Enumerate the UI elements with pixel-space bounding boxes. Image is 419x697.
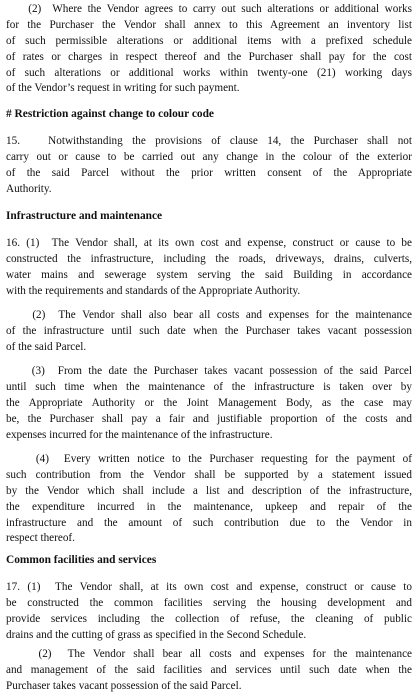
- paragraph-17-1: [6, 580, 412, 644]
- text-line: (2) The Vendor shall bear all costs and expenses for the maintenance: [6, 648, 412, 660]
- text-line: drains and the cutting of grass as specified in the Second Schedule.: [6, 628, 307, 641]
- heading-text: Infrastructure and maintenance: [6, 210, 163, 222]
- text-line: the Appropriate Authority or the Joint Management Body, as the case may: [6, 396, 412, 409]
- paragraph-15: [6, 134, 412, 198]
- text-line: Authority.: [6, 182, 52, 195]
- heading-text: Common facilities and services: [6, 554, 157, 566]
- text-line: Purchaser takes vacant possession of the said Parcel.: [6, 679, 242, 692]
- text-line: (4) Every written notice to the Purchaser requesting for the payment of: [6, 453, 412, 465]
- text-line: infrastructure and the amount of such contribution due to the Vendor in: [6, 516, 412, 529]
- paragraph-16-3: [6, 364, 412, 443]
- text-line: (2) Where the Vendor agrees to carry out such alterations or additional works: [6, 3, 412, 15]
- paragraph-16-2: [6, 308, 412, 356]
- text-line: be constructed the common facilities serving the housing development and: [6, 596, 412, 609]
- text-line: carry out or cause to be carried out any change in the colour of the exterior: [6, 150, 412, 163]
- paragraph-16-4: [6, 452, 412, 547]
- paragraph-17-2: [6, 647, 412, 695]
- text-line: the expenditure incurred in the maintenance, upkeep and repair of the: [6, 500, 412, 513]
- text-line: until such time when the maintenance of the infrastructure is taken over by: [6, 380, 412, 393]
- text-line: water mains and sewerage system serving the said Building in accordance: [6, 268, 412, 281]
- paragraph-14-2: [6, 2, 412, 97]
- text-line: of rates or charges in respect thereof and the Purchaser shall pay for the cost: [6, 50, 412, 63]
- text-line: with the requirements and standards of the Appropriate Authority.: [6, 284, 301, 297]
- section-heading-colour-code: [6, 107, 412, 123]
- text-line: provide services including the collection of refuse, the cleaning of public: [6, 612, 412, 625]
- text-line: and management of the said facilities and services until such date when the: [6, 663, 412, 676]
- text-line: (3) From the date the Purchaser takes vacant possession of the said Parcel: [6, 365, 412, 377]
- text-line: for the Purchaser the Vendor shall annex to this Agreement an inventory list: [6, 18, 412, 31]
- text-line: of the said Parcel without the prior written consent of the Appropriate: [6, 166, 412, 179]
- section-heading-common-facilities: [6, 553, 412, 569]
- text-line: of such alterations or additional works within twenty-one (21) working days: [6, 66, 412, 79]
- text-line: be, the Purchaser shall pay a fair and justifiable proportion of the costs and: [6, 412, 412, 425]
- text-line: such contribution from the Vendor shall be supported by a statement issued: [6, 468, 412, 481]
- text-line: expenses incurred for the maintenance of the infrastructure.: [6, 428, 273, 441]
- heading-text: # Restriction against change to colour code: [6, 108, 214, 120]
- paragraph-16-1: [6, 236, 412, 300]
- text-line: 16. (1) The Vendor shall, at its own cost and expense, construct or cause to be: [6, 237, 412, 249]
- text-line: constructed the infrastructure, including the roads, driveways, drains, culverts,: [6, 252, 412, 265]
- text-line: 17. (1) The Vendor shall, at its own cost and expense, construct or cause to: [6, 581, 412, 593]
- section-heading-infrastructure: [6, 209, 412, 225]
- text-line: of the said Parcel.: [6, 340, 87, 353]
- text-line: respect thereof.: [6, 532, 75, 545]
- text-line: by the Vendor which shall include a list and description of the infrastructure,: [6, 484, 412, 497]
- text-line: 15. Notwithstanding the provisions of clause 14, the Purchaser shall not: [6, 135, 412, 147]
- text-line: of such permissible alterations or additional items with a prefixed schedule: [6, 34, 412, 47]
- text-line: of the Vendor’s request in writing for such payment.: [6, 82, 240, 95]
- text-line: of the infrastructure until such date when the Purchaser takes vacant possession: [6, 324, 412, 337]
- text-line: (2) The Vendor shall also bear all costs and expenses for the maintenance: [6, 309, 412, 321]
